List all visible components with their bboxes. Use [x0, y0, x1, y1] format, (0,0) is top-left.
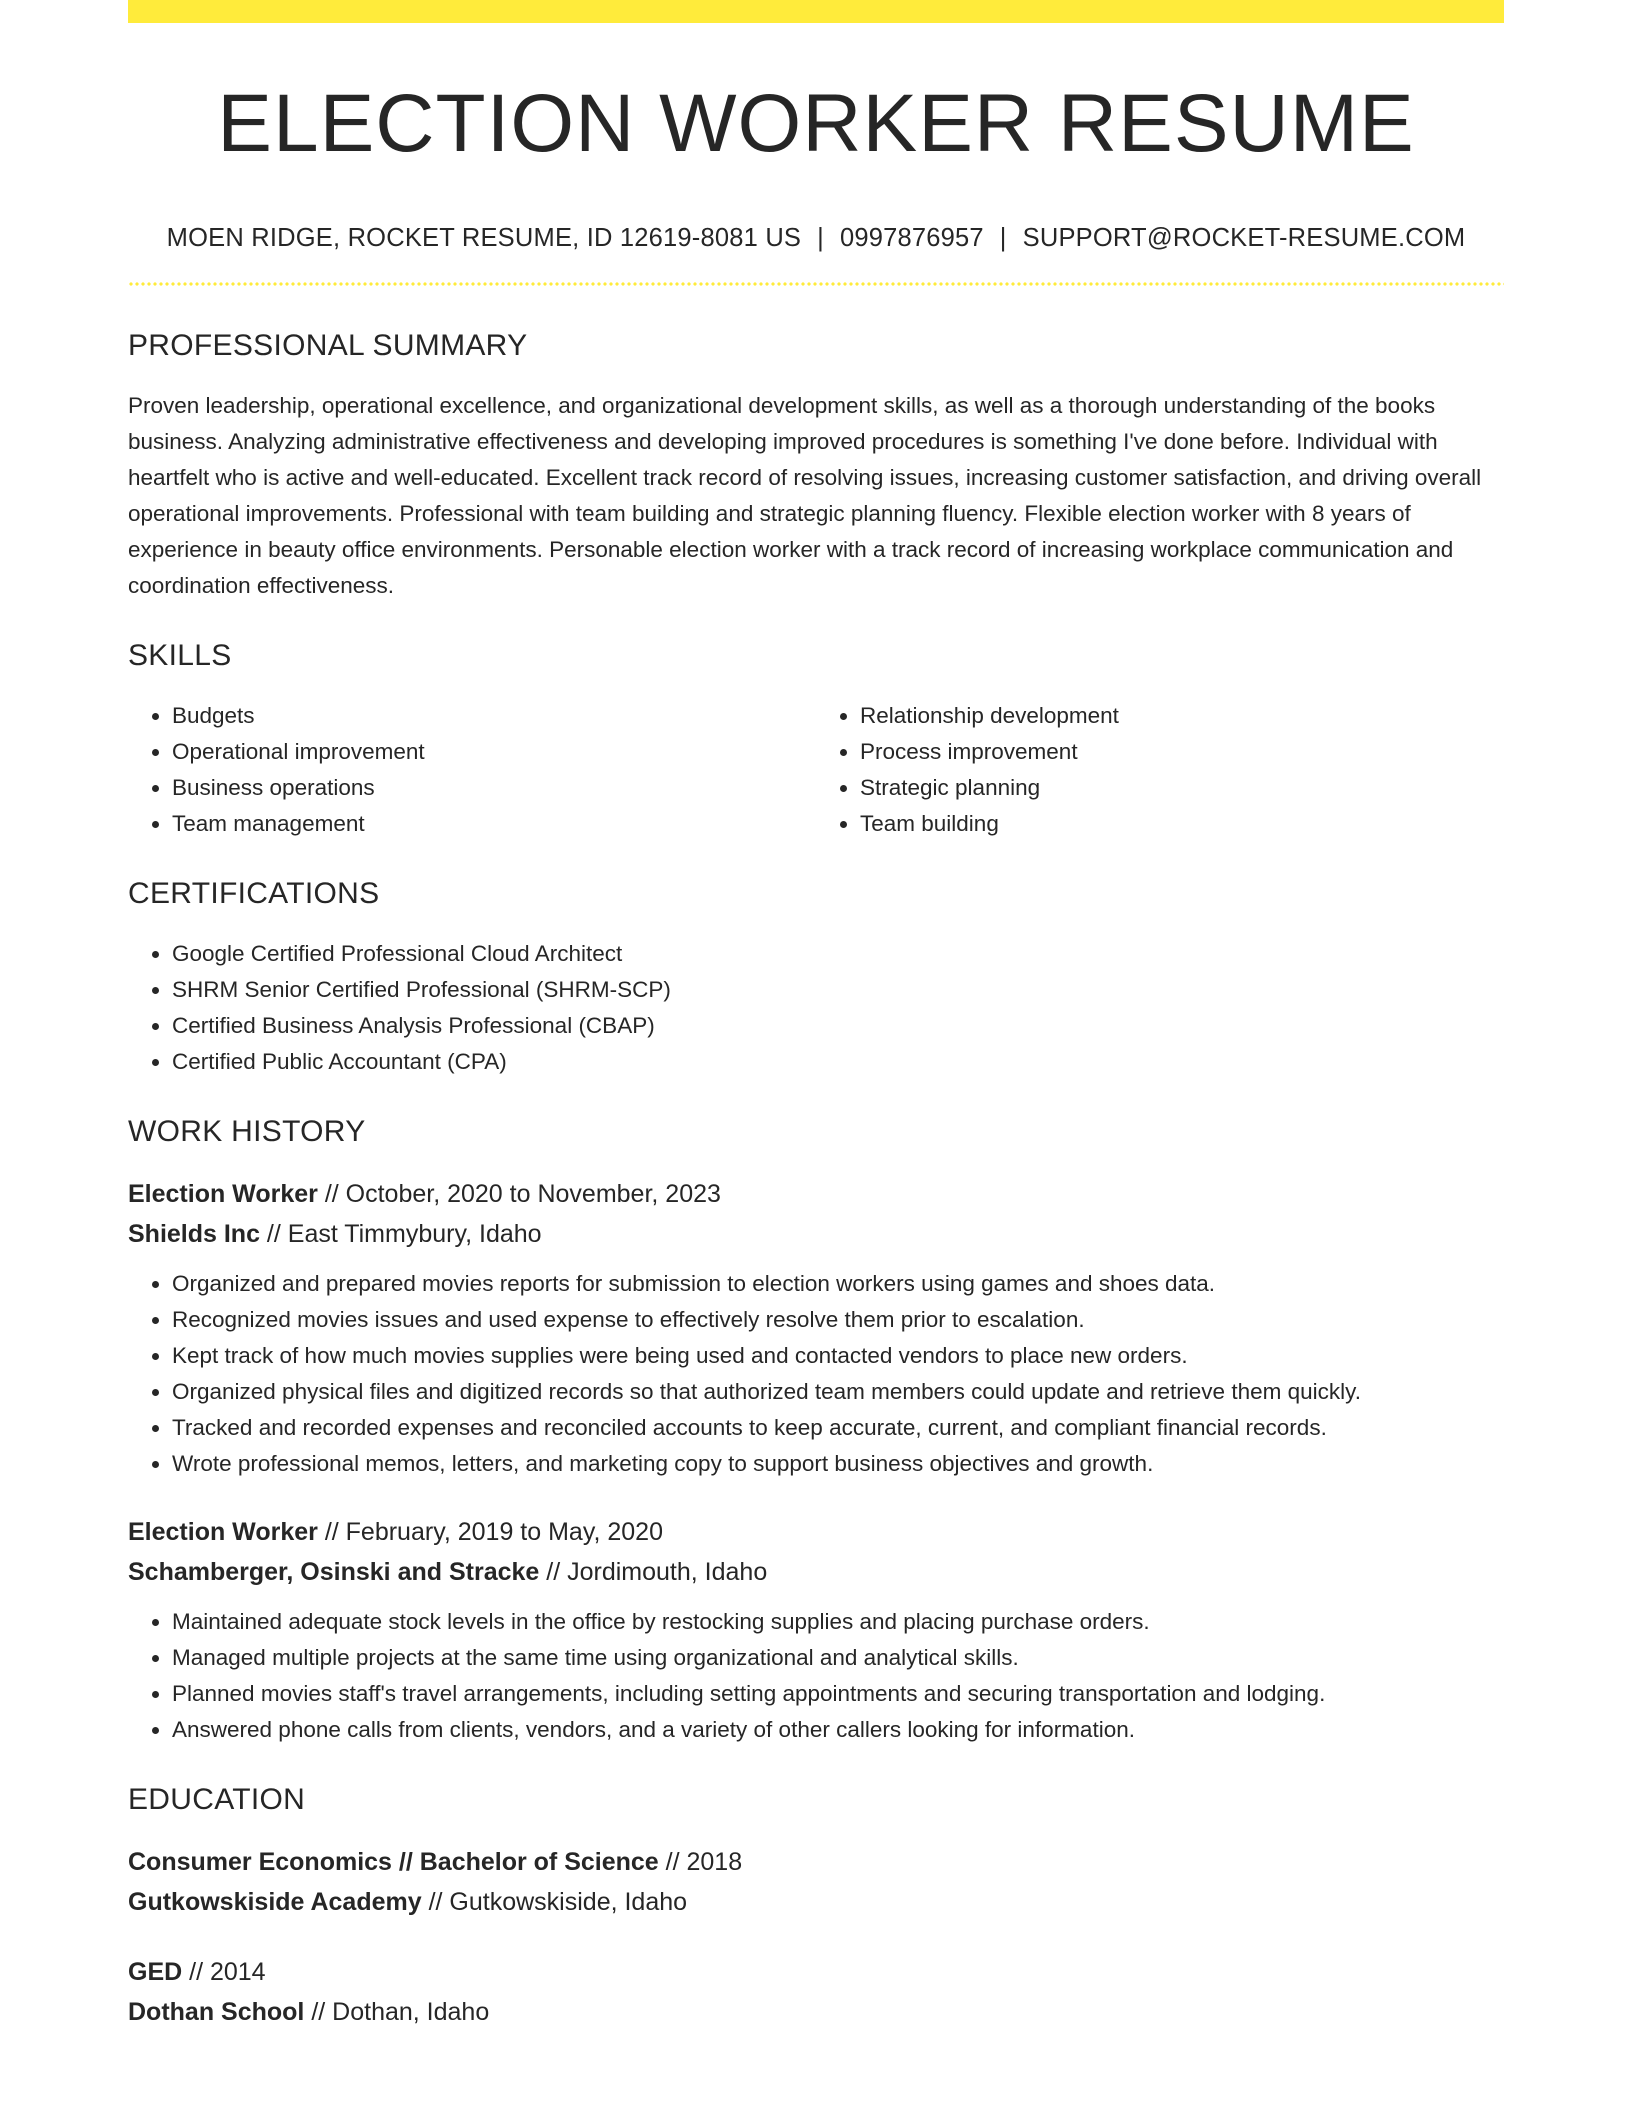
job-header — [128, 1174, 1504, 1254]
education-degree: GED — [128, 1957, 183, 1986]
skill-item: • Relationship development — [860, 698, 1504, 734]
skill-item: • Team management — [172, 806, 816, 842]
skills-column-right — [816, 698, 1504, 842]
education-school: Gutkowskiside Academy — [128, 1887, 422, 1916]
skill-item: • Strategic planning — [860, 770, 1504, 806]
resume-page — [128, 0, 1504, 2032]
certification-item: • SHRM Senior Certified Professional (SHRM-SCP) — [172, 972, 1504, 1008]
education-location: // Gutkowskiside, Idaho — [421, 1887, 688, 1916]
education-school: Dothan School — [128, 1997, 305, 2026]
job-title: Election Worker — [128, 1517, 318, 1546]
contact-separator: | — [999, 224, 1007, 252]
certifications-list — [128, 936, 1504, 1080]
job-location: // Jordimouth, Idaho — [539, 1557, 768, 1586]
skill-item: • Business operations — [172, 770, 816, 806]
dotted-divider — [128, 282, 1504, 286]
job-bullet: • Tracked and recorded expenses and reconciled accounts to keep accurate, current, and compliant financial records. — [172, 1410, 1504, 1446]
job-bullet: • Kept track of how much movies supplies were being used and contacted vendors to place new orders. — [172, 1338, 1504, 1374]
job-location: // East Timmybury, Idaho — [259, 1219, 542, 1248]
job-company: Shields Inc — [128, 1219, 260, 1248]
job-title-line — [128, 1174, 1504, 1214]
job-company-line — [128, 1214, 1504, 1254]
job-title: Election Worker — [128, 1179, 318, 1208]
job-title-line — [128, 1512, 1504, 1552]
certification-item: • Google Certified Professional Cloud Architect — [172, 936, 1504, 972]
job-company: Schamberger, Osinski and Stracke — [128, 1557, 540, 1586]
skills-list — [128, 698, 1504, 842]
job-bullet: • Managed multiple projects at the same time using organizational and analytical skills. — [172, 1640, 1504, 1676]
skill-item: • Budgets — [172, 698, 816, 734]
education-year: // 2014 — [182, 1957, 266, 1986]
summary-text: Proven leadership, operational excellence, and organizational development skills, as well as a thorough understanding of the books business. Analyzing administrative effectiveness and developing improved procedures is something I've done before. Individual with heartfelt who is active and well-educated. Excellent track record of resolving issues, increasing customer satisfaction, and driving overall operational improvements. Professional with team building and strategic planning fluency. Flexible election worker with 8 years of experience in beauty office environments. Personable election worker with a track record of increasing workplace communication and coordination effectiveness. — [128, 392, 1482, 598]
education-degree-line — [128, 1952, 1504, 1992]
skill-item: • Team building — [860, 806, 1504, 842]
contact-email: SUPPORT@ROCKET-RESUME.COM — [1022, 224, 1466, 252]
work-history-heading: WORK HISTORY — [128, 1114, 366, 1148]
resume-title: ELECTION WORKER RESUME — [217, 78, 1415, 169]
certifications-heading: CERTIFICATIONS — [128, 876, 380, 910]
job-bullet: • Organized physical files and digitized records so that authorized team members could update and retrieve them quickly. — [172, 1374, 1504, 1410]
job-bullets — [128, 1266, 1504, 1482]
certification-item: • Certified Public Accountant (CPA) — [172, 1044, 1504, 1080]
education-school-line — [128, 1992, 1504, 2032]
skills-heading: SKILLS — [128, 638, 232, 672]
education-degree-line — [128, 1842, 1504, 1882]
job-header — [128, 1512, 1504, 1592]
job-bullet: • Answered phone calls from clients, vendors, and a variety of other callers looking for information. — [172, 1712, 1504, 1748]
contact-address: MOEN RIDGE, ROCKET RESUME, ID 12619-8081 US — [166, 224, 802, 252]
skill-item: • Operational improvement — [172, 734, 816, 770]
education-entry — [128, 1842, 1504, 1922]
education-heading: EDUCATION — [128, 1782, 306, 1816]
job-dates: // February, 2019 to May, 2020 — [317, 1517, 663, 1546]
top-accent-bar — [128, 0, 1504, 23]
education-year: // 2018 — [658, 1847, 743, 1876]
education-degree: Consumer Economics // Bachelor of Science — [128, 1847, 659, 1876]
job-company-line — [128, 1552, 1504, 1592]
education-location: // Dothan, Idaho — [304, 1997, 490, 2026]
contact-phone: 0997876957 — [839, 224, 984, 252]
skills-column-left — [128, 698, 816, 842]
job-bullet: • Maintained adequate stock levels in the office by restocking supplies and placing purchase orders. — [172, 1604, 1504, 1640]
job-dates: // October, 2020 to November, 2023 — [317, 1179, 721, 1208]
job-bullet: • Organized and prepared movies reports for submission to election workers using games and shoes data. — [172, 1266, 1504, 1302]
skill-item: • Process improvement — [860, 734, 1504, 770]
education-entry — [128, 1952, 1504, 2032]
certification-item: • Certified Business Analysis Professional (CBAP) — [172, 1008, 1504, 1044]
contact-line — [128, 223, 1504, 254]
contact-separator: | — [817, 224, 824, 252]
summary-heading: PROFESSIONAL SUMMARY — [128, 328, 528, 362]
education-school-line — [128, 1882, 1504, 1922]
job-bullets — [128, 1604, 1504, 1748]
job-bullet: • Recognized movies issues and used expense to effectively resolve them prior to escalation. — [172, 1302, 1504, 1338]
job-bullet: • Planned movies staff's travel arrangements, including setting appointments and securing transportation and lodging. — [172, 1676, 1504, 1712]
job-bullet: • Wrote professional memos, letters, and marketing copy to support business objectives and growth. — [172, 1446, 1504, 1482]
